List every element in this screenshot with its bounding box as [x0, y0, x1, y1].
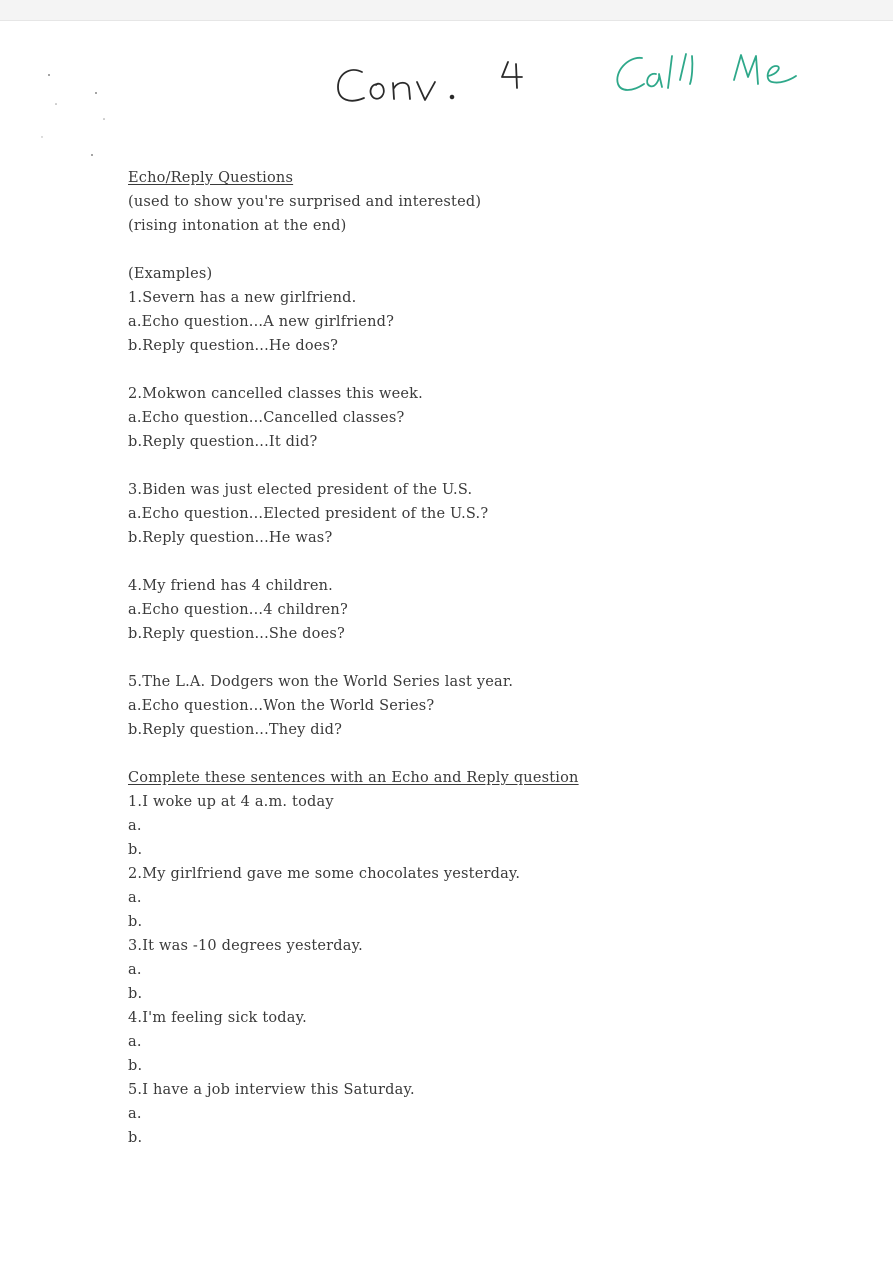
example-reply: b.Reply question...He does? [128, 338, 339, 354]
example-echo: a.Echo question...Cancelled classes? [128, 410, 405, 426]
exercise-statement: 1.I woke up at 4 a.m. today [128, 794, 334, 810]
section-heading-exercise: Complete these sentences with an Echo and Reply question [128, 770, 579, 786]
section-heading-echo-reply: Echo/Reply Questions [128, 170, 294, 186]
example-echo: a.Echo question...Elected president of the U.S.? [128, 506, 489, 522]
exercise-item [128, 934, 828, 1006]
examples-label: (Examples) [128, 266, 213, 282]
example-block [128, 382, 828, 454]
example-reply: b.Reply question...She does? [128, 626, 345, 642]
exercise-blank-a: a. [128, 890, 142, 906]
exercise-blank-a: a. [128, 1034, 142, 1050]
handwritten-conv-label [338, 70, 453, 101]
exercise-statement: 4.I'm feeling sick today. [128, 1010, 307, 1026]
example-reply: b.Reply question...They did? [128, 722, 343, 738]
exercise-blank-b: b. [128, 842, 143, 858]
exercise-blank-b: b. [128, 986, 143, 1002]
exercise-blank-b: b. [128, 914, 143, 930]
example-echo: a.Echo question...A new girlfriend? [128, 314, 395, 330]
intonation-note: (rising intonation at the end) [128, 218, 347, 234]
example-statement: 2.Mokwon cancelled classes this week. [128, 386, 423, 402]
worksheet-body [128, 166, 828, 1150]
exercise-blank-a: a. [128, 818, 142, 834]
handwritten-title-image [0, 50, 893, 120]
handwritten-header [0, 50, 893, 120]
exercise-blank-b: b. [128, 1130, 143, 1146]
example-statement: 3.Biden was just elected president of the U.S. [128, 482, 473, 498]
usage-note: (used to show you're surprised and interested) [128, 194, 482, 210]
handwritten-conv-number [502, 62, 522, 88]
example-statement: 4.My friend has 4 children. [128, 578, 333, 594]
example-statement: 5.The L.A. Dodgers won the World Series last year. [128, 674, 514, 690]
example-echo: a.Echo question...Won the World Series? [128, 698, 435, 714]
exercise-item [128, 1006, 828, 1078]
exercise-item [128, 1078, 828, 1150]
exercise-blank-a: a. [128, 1106, 142, 1122]
example-echo: a.Echo question...4 children? [128, 602, 348, 618]
example-reply: b.Reply question...It did? [128, 434, 318, 450]
exercise-statement: 5.I have a job interview this Saturday. [128, 1082, 415, 1098]
exercise-item [128, 862, 828, 934]
exercise-blank-a: a. [128, 962, 142, 978]
example-statement: 1.Severn has a new girlfriend. [128, 290, 357, 306]
handwritten-title [617, 54, 796, 90]
exercise-blank-b: b. [128, 1058, 143, 1074]
exercise-statement: 3.It was -10 degrees yesterday. [128, 938, 363, 954]
exercise-statement: 2.My girlfriend gave me some chocolates yesterday. [128, 866, 521, 882]
example-block [128, 286, 828, 358]
example-block [128, 478, 828, 550]
example-block [128, 574, 828, 646]
exercise-item [128, 790, 828, 862]
example-reply: b.Reply question...He was? [128, 530, 333, 546]
example-block [128, 670, 828, 742]
